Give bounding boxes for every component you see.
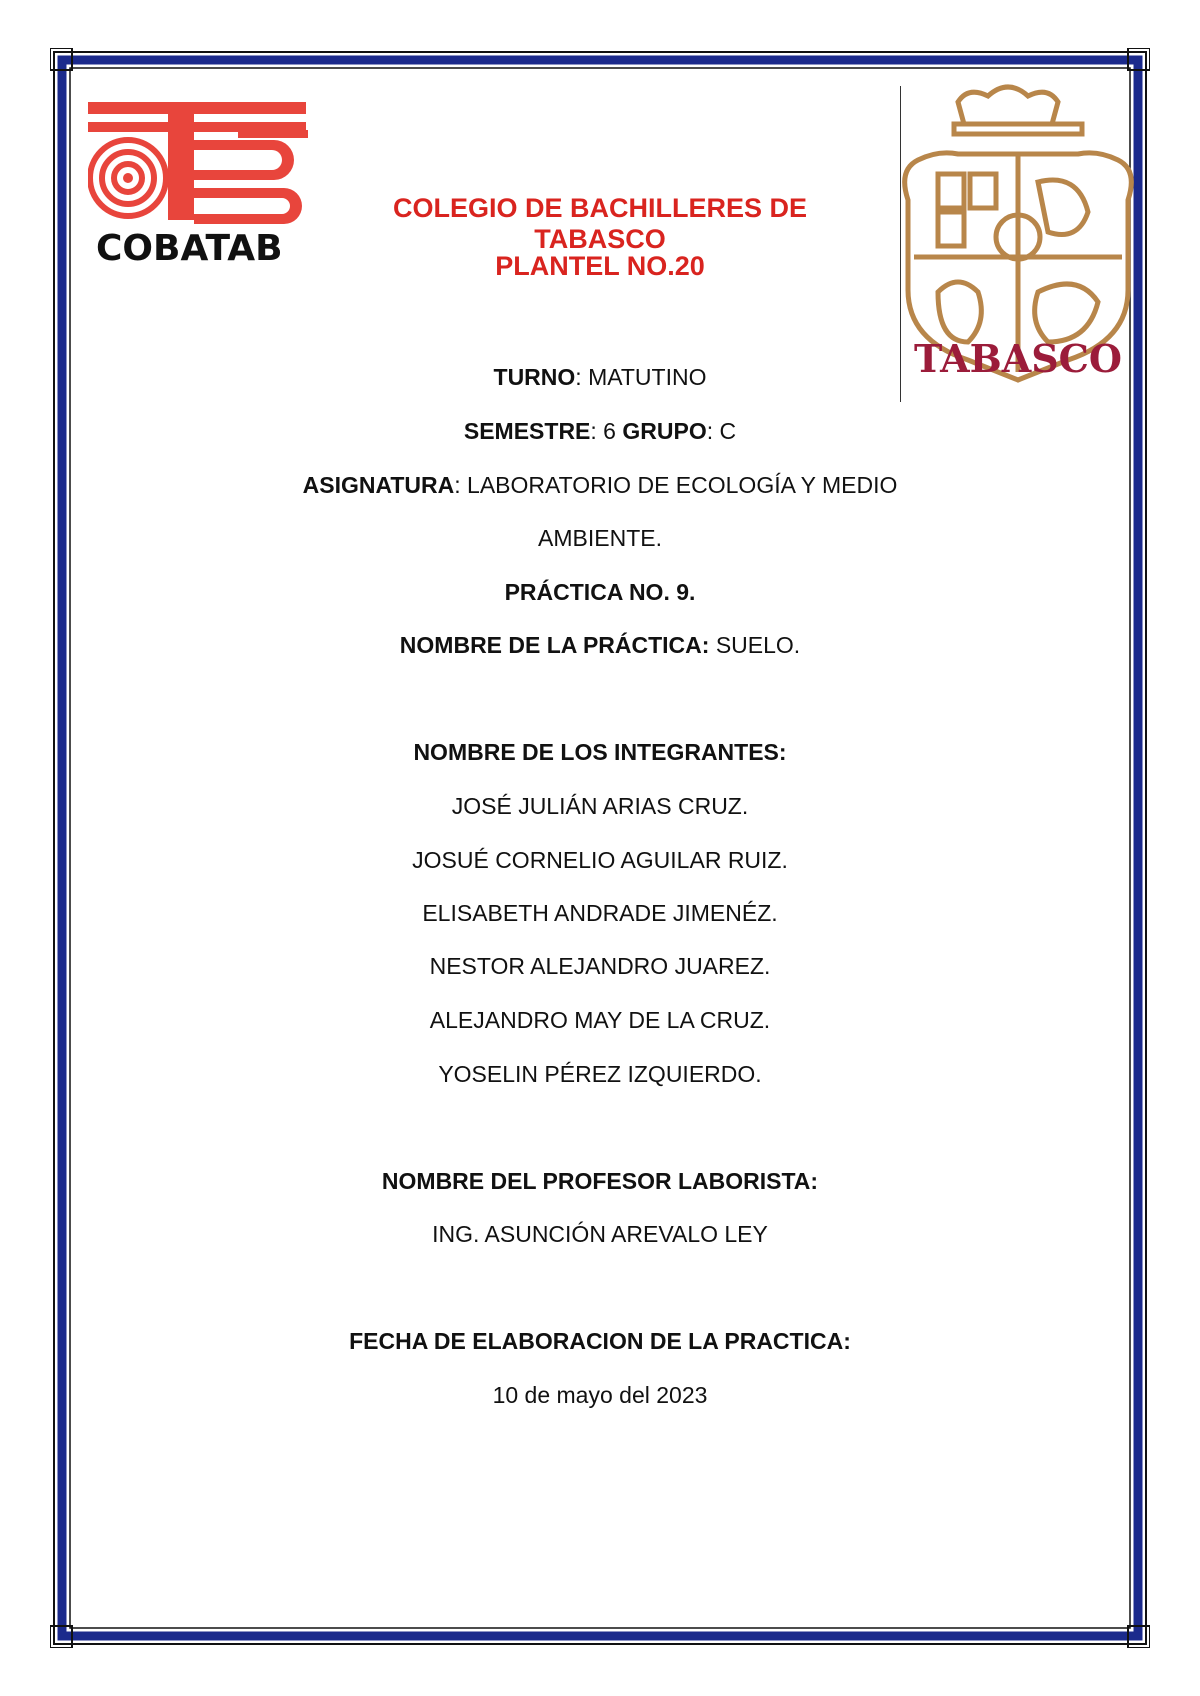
practica-name-line bbox=[200, 630, 1000, 660]
semestre-line bbox=[200, 416, 1000, 446]
member-item: ALEJANDRO MAY DE LA CRUZ. bbox=[429, 1007, 771, 1033]
asignatura-value: : LABORATORIO DE ECOLOGÍA Y MEDIO bbox=[454, 472, 898, 498]
turno-line bbox=[200, 362, 1000, 392]
practica-number: PRÁCTICA NO. 9. bbox=[504, 579, 696, 605]
turno-value: : MATUTINO bbox=[575, 364, 707, 390]
school-name: COLEGIO DE BACHILLERES DE TABASCO bbox=[392, 193, 808, 254]
asignatura-label: ASIGNATURA bbox=[302, 472, 455, 498]
tabasco-crest bbox=[898, 82, 1138, 402]
grupo-label: GRUPO bbox=[622, 418, 707, 444]
member-item: NESTOR ALEJANDRO JUAREZ. bbox=[429, 953, 771, 979]
member-item: JOSUÉ CORNELIO AGUILAR RUIZ. bbox=[412, 847, 788, 873]
turno-label: TURNO bbox=[493, 364, 576, 390]
practica-name-value: SUELO. bbox=[709, 632, 801, 658]
member-item: JOSÉ JULIÁN ARIAS CRUZ. bbox=[451, 793, 749, 819]
asignatura-continuation: AMBIENTE. bbox=[538, 525, 662, 551]
practica-name-label: NOMBRE DE LA PRÁCTICA: bbox=[399, 632, 710, 658]
asignatura-line bbox=[200, 470, 1000, 500]
tabasco-crest-text: TABASCO bbox=[913, 336, 1123, 381]
date-heading: FECHA DE ELABORACION DE LA PRACTICA: bbox=[349, 1328, 851, 1354]
grupo-value: : C bbox=[706, 418, 737, 444]
semestre-label: SEMESTRE bbox=[463, 418, 591, 444]
member-item: ELISABETH ANDRADE JIMENÉZ. bbox=[422, 900, 778, 926]
members-heading: NOMBRE DE LOS INTEGRANTES: bbox=[413, 739, 787, 765]
cobatab-logo-text: COBATAB bbox=[96, 228, 283, 269]
date-value: 10 de mayo del 2023 bbox=[492, 1382, 708, 1408]
campus-name: PLANTEL NO.20 bbox=[495, 251, 705, 281]
teacher-name: ING. ASUNCIÓN AREVALO LEY bbox=[432, 1221, 768, 1247]
cobatab-logo bbox=[88, 100, 328, 280]
member-item: YOSELIN PÉREZ IZQUIERDO. bbox=[438, 1061, 762, 1087]
semestre-value: : 6 bbox=[590, 418, 623, 444]
teacher-heading: NOMBRE DEL PROFESOR LABORISTA: bbox=[381, 1168, 819, 1194]
